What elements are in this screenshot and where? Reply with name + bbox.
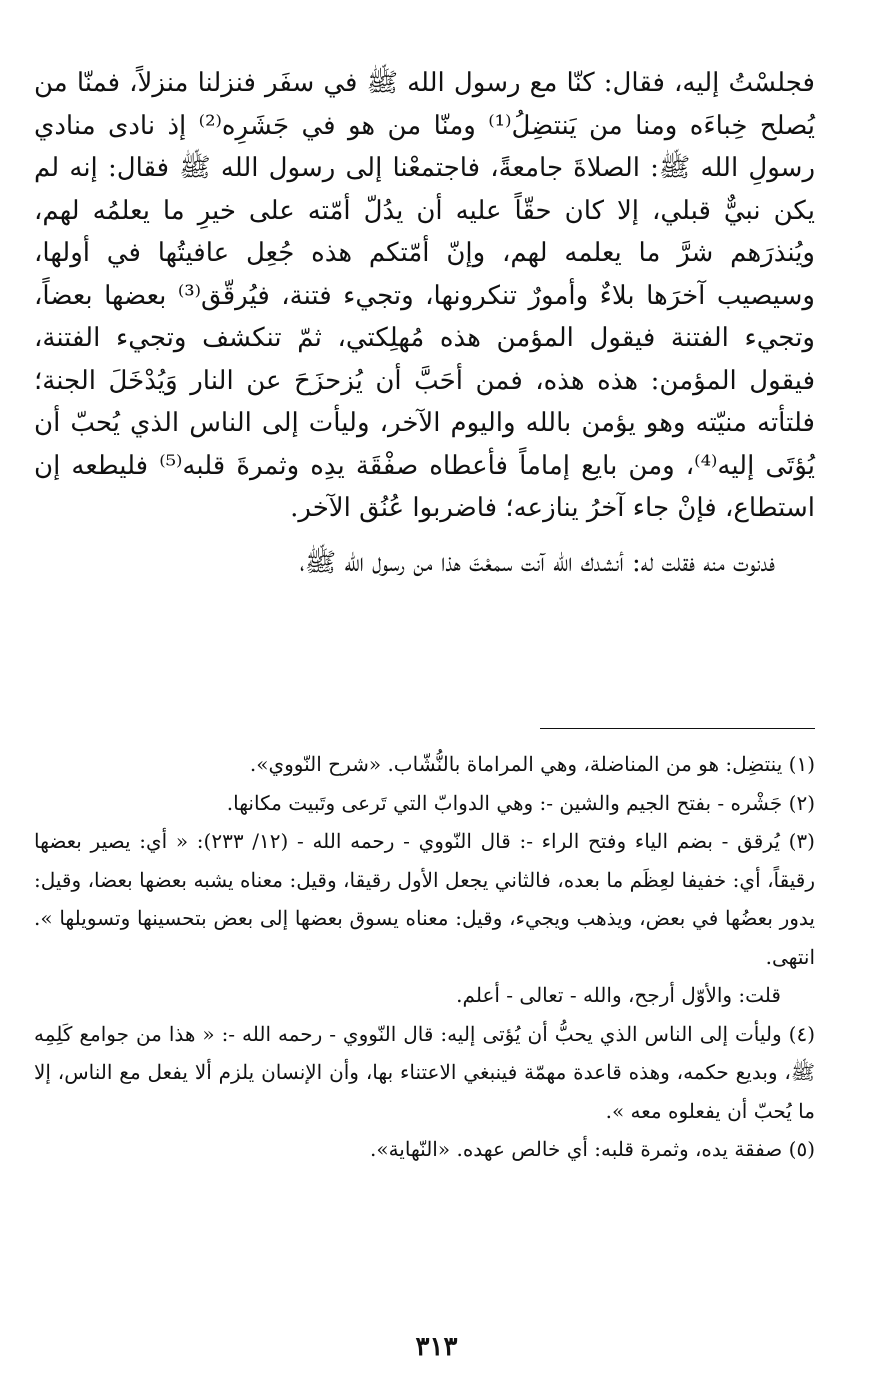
footnote-3-comment: قلت: والأوّل أرجح، والله - تعالى - أعلم. (456, 983, 781, 1007)
footnote-4: (٤) وليأت إلى الناس الذي يحبُّ أن يُؤتى إليه: قال النّووي - رحمه الله -: « هذا من جوامع كَلِمِه ﷺ، وبديع حكمه، وهذه قاعدة مهمّة فينبغي الاعتناء بها، وأن الإنسان يلزم ألا يفعل مع الناس، إلا ما يُحبّ أن يفعلوه معه ». (34, 1021, 815, 1123)
footnote-1: (١) ينتضِل: هو من المناضلة، وهي المراماة بالنُّشّاب. «شرح النّووي». (249, 752, 815, 776)
footnote-3: (٣) يُرقق - بضم الياء وفتح الراء -: قال النّووي - رحمه الله - (١٢/ ٢٣٣): « أي: يصير بعضها رقيقاً، أي: خفيفا لعِظَم ما بعده، فالثاني يجعل الأول رقيقا، وقيل: معناه يشبه بعضها بعضا، وقيل: يدور بعضُها في بعض، ويذهب ويجيء، وقيل: معناه يسوق بعضها إلى بعض بتحسينها وتسويلها ». انتهى. (34, 829, 815, 969)
footnote-2: (٢) جَشْره - بفتح الجيم والشين -: وهي الدوابّ التي تَرعى وتَبيت مكانها. (226, 790, 815, 815)
main-text (34, 62, 815, 584)
main-paragraph-1: فجلسْتُ إليه، فقال: كنّا مع رسول الله ﷺ في سفَر فنزلنا منزلاً، فمنّا من يُصلح خِباءَه ومنا من يَنتضِلُ⁽¹⁾ ومنّا من هو في جَشَرِه⁽²⁾ إذ نادى منادي رسولِ الله ﷺ: الصلاةَ جامعةً، فاجتمعْنا إلى رسول الله ﷺ فقال: إنه لم يكن نبيٌّ قبلي، إلا كان حقّاً عليه أن يدُلّ أمّته على خيرِ ما يعلمُه لهم، ويُنذرَهم شرَّ ما يعلمه لهم، وإنّ أمّتكم هذه جُعِل عافيتُها في أولها، وسيصيب آخرَها بلاءٌ وأمورٌ تنكرونها، وتجيء فتنة، فيُرقّق⁽³⁾ بعضها بعضاً، وتجيء الفتنة فيقول المؤمن هذه مُهلِكتي، ثمّ تنكشف وتجيء الفتنة، فيقول المؤمن: هذه هذه، فمن أحَبَّ أن يُزحزَحَ عن النار وَيُدْخَلَ الجنة؛ فلتأته منيّته وهو يؤمن بالله واليوم الآخر، وليأت إلى الناس الذي يُحبّ أن يُؤتَى إليه⁽⁴⁾، ومن بايع إماماً فأعطاه صفْقَة يدِه وثمرةَ قلبه⁽⁵⁾ فليطعه إن استطاع، فإنْ جاء آخرُ ينازعه؛ فاضربوا عُنُق الآخر. (34, 68, 816, 523)
main-paragraph-2: فدنوت منه فقلت له: أنشدك الله آنت سمعْتَ هذا من رسول الله ﷺ، (299, 547, 775, 578)
page-number: ٣١٣ (415, 1332, 458, 1362)
footnotes (34, 745, 815, 1169)
footnote-separator (540, 728, 815, 729)
footnote-5: (٥) صفقة يده، وثمرة قلبه: أي خالص عهده. «النّهاية». (369, 1137, 815, 1161)
